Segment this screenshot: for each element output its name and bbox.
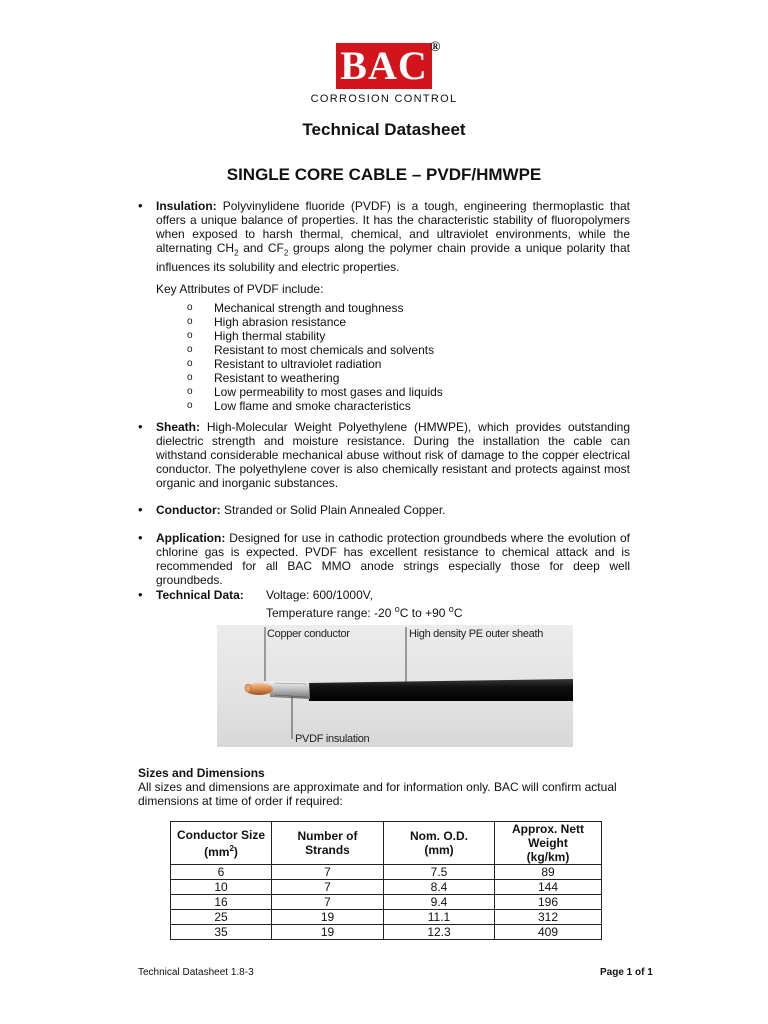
table-cell: 144 [495, 880, 602, 895]
table-cell: 7.5 [384, 865, 495, 880]
header-text: Nom. O.D. [409, 829, 468, 843]
list-item [187, 385, 443, 399]
cable-illustration [217, 625, 573, 747]
header-nett-weight [495, 822, 602, 865]
sheath-label: Sheath: [156, 420, 201, 434]
table-cell: 9.4 [384, 895, 495, 910]
conductor-label: Conductor: [156, 503, 221, 517]
list-item [187, 301, 443, 315]
degree-mark: o [394, 604, 400, 614]
bac-logo: BAC [336, 43, 432, 89]
header-text: (kg/km) [526, 850, 570, 864]
table-cell: 16 [171, 895, 272, 910]
sizes-heading: Sizes and Dimensions [138, 766, 265, 780]
temp-text: C [453, 606, 463, 620]
application-text: Designed for use in cathodic protection groundbeds where the evolution of chlorine gas is expected. PVDF has excellent resistance to chemical attack and is recommended for all BAC MMO anode strings especially those for deep well groundbeds. [156, 531, 630, 587]
caption-outer-sheath: High density PE outer sheath [409, 628, 544, 640]
bullet-dot: • [138, 198, 143, 213]
attribute-text: Low flame and smoke characteristics [214, 399, 411, 413]
list-marker: o [187, 344, 193, 355]
footer-document-id: Technical Datasheet 1.8-3 [138, 967, 254, 978]
list-marker: o [187, 330, 193, 341]
bullet-dot: • [138, 419, 143, 434]
dimensions-table [170, 821, 602, 940]
table-row [171, 880, 602, 895]
attributes-intro: Key Attributes of PVDF include: [156, 282, 324, 296]
header-text: (mm) [424, 843, 454, 857]
table-row [171, 925, 602, 940]
caption-pvdf-insulation: PVDF insulation [295, 733, 370, 745]
temp-text: Temperature range: -20 [266, 606, 395, 620]
insulation-paragraph [156, 199, 630, 274]
cable-drawing [217, 625, 573, 747]
table-row [171, 910, 602, 925]
list-marker: o [187, 358, 193, 369]
list-marker: o [187, 316, 193, 327]
header-text: Conductor Size [176, 827, 265, 842]
table-cell: 8.4 [384, 880, 495, 895]
header-text: Number of [297, 829, 358, 843]
list-item [187, 357, 443, 371]
technical-data-label: Technical Data: [156, 588, 244, 602]
superscript: 2 [229, 843, 234, 853]
header-conductor-size [171, 822, 272, 865]
footer-page-number: Page 1 of 1 [600, 967, 653, 978]
table-cell: 19 [272, 925, 384, 940]
attribute-text: Resistant to weathering [214, 371, 340, 385]
list-item [187, 315, 443, 329]
sizes-note: All sizes and dimensions are approximate and for information only. BAC will confirm actual dimensions at time of order if required: [138, 780, 617, 808]
table-cell: 35 [171, 925, 272, 940]
sheath-text: High-Molecular Weight Polyethylene (HMWPE), which provides outstanding dielectric strength and moisture resistance. During the installation the cable can withstand considerable mechanical abuse without risk of damage to the copper electrical conductor. The polyethylene cover is also chemically resistant and protects against most organic and inorganic substances. [156, 420, 630, 490]
table-cell: 7 [272, 865, 384, 880]
table-cell: 25 [171, 910, 272, 925]
document-title: Technical Datasheet [302, 120, 466, 139]
attribute-text: High abrasion resistance [214, 315, 347, 329]
table-header-row [171, 822, 602, 865]
insulation-text-a: Polyvinylidene fluoride (PVDF) is a tough, engineering thermoplastic that offers a unique balance of properties. It has the characteristic stability of fluoropolymers when exposed to harsh thermal, chemical, and ultraviolet environments, while the alternating CH [156, 199, 630, 255]
table-cell: 7 [272, 880, 384, 895]
table-row [171, 895, 602, 910]
list-item [187, 343, 443, 357]
list-item [187, 371, 443, 385]
list-marker: o [187, 302, 193, 313]
table-cell: 6 [171, 865, 272, 880]
list-marker: o [187, 400, 193, 411]
insulation-text-c: groups along the polymer chain provide a unique polarity that influences its solubility and electric properties. [156, 241, 630, 275]
attributes-list [187, 301, 443, 413]
attribute-text: Mechanical strength and toughness [214, 301, 404, 315]
table-cell: 7 [272, 895, 384, 910]
registered-mark: ® [430, 40, 441, 55]
voltage-text: Voltage: 600/1000V, [266, 588, 373, 602]
bullet-dot: • [138, 502, 143, 517]
table-cell: 196 [495, 895, 602, 910]
header-text: (mm [204, 844, 230, 859]
header-text: ) [233, 844, 238, 859]
table-cell: 12.3 [384, 925, 495, 940]
bullet-dot: • [138, 587, 143, 602]
subscript: 2 [234, 248, 239, 258]
list-item [187, 329, 443, 343]
table-cell: 10 [171, 880, 272, 895]
table-cell: 11.1 [384, 910, 495, 925]
conductor-paragraph [156, 503, 630, 517]
logo-tagline: CORROSION CONTROL [310, 93, 458, 105]
header-nom-od [384, 822, 495, 865]
attribute-text: High thermal stability [214, 329, 326, 343]
attribute-text: Low permeability to most gases and liquids [214, 385, 443, 399]
degree-mark: o [448, 604, 454, 614]
application-paragraph [156, 531, 630, 587]
product-title: SINGLE CORE CABLE – PVDF/HMWPE [226, 165, 542, 184]
attribute-text: Resistant to ultraviolet radiation [214, 357, 382, 371]
header-text: Strands [305, 843, 350, 857]
table-row [171, 865, 602, 880]
list-marker: o [187, 372, 193, 383]
insulation-label: Insulation: [156, 199, 217, 213]
conductor-text: Stranded or Solid Plain Annealed Copper. [220, 503, 446, 517]
table-cell: 409 [495, 925, 602, 940]
attribute-text: Resistant to most chemicals and solvents [214, 343, 435, 357]
temp-text: C to +90 [399, 606, 449, 620]
bullet-dot: • [138, 530, 143, 545]
outer-sheath [307, 679, 573, 701]
temperature-range [266, 602, 462, 620]
list-item [187, 399, 443, 413]
table-cell: 89 [495, 865, 602, 880]
list-marker: o [187, 386, 193, 397]
application-label: Application: [156, 531, 226, 545]
header-text: Approx. Nett Weight [512, 822, 584, 850]
table-cell: 312 [495, 910, 602, 925]
sheath-paragraph [156, 420, 630, 490]
caption-copper-conductor: Copper conductor [267, 628, 350, 640]
insulation-text-b: and CF [238, 241, 284, 255]
header-number-of-strands [272, 822, 384, 865]
table-cell: 19 [272, 910, 384, 925]
subscript: 2 [283, 248, 289, 258]
